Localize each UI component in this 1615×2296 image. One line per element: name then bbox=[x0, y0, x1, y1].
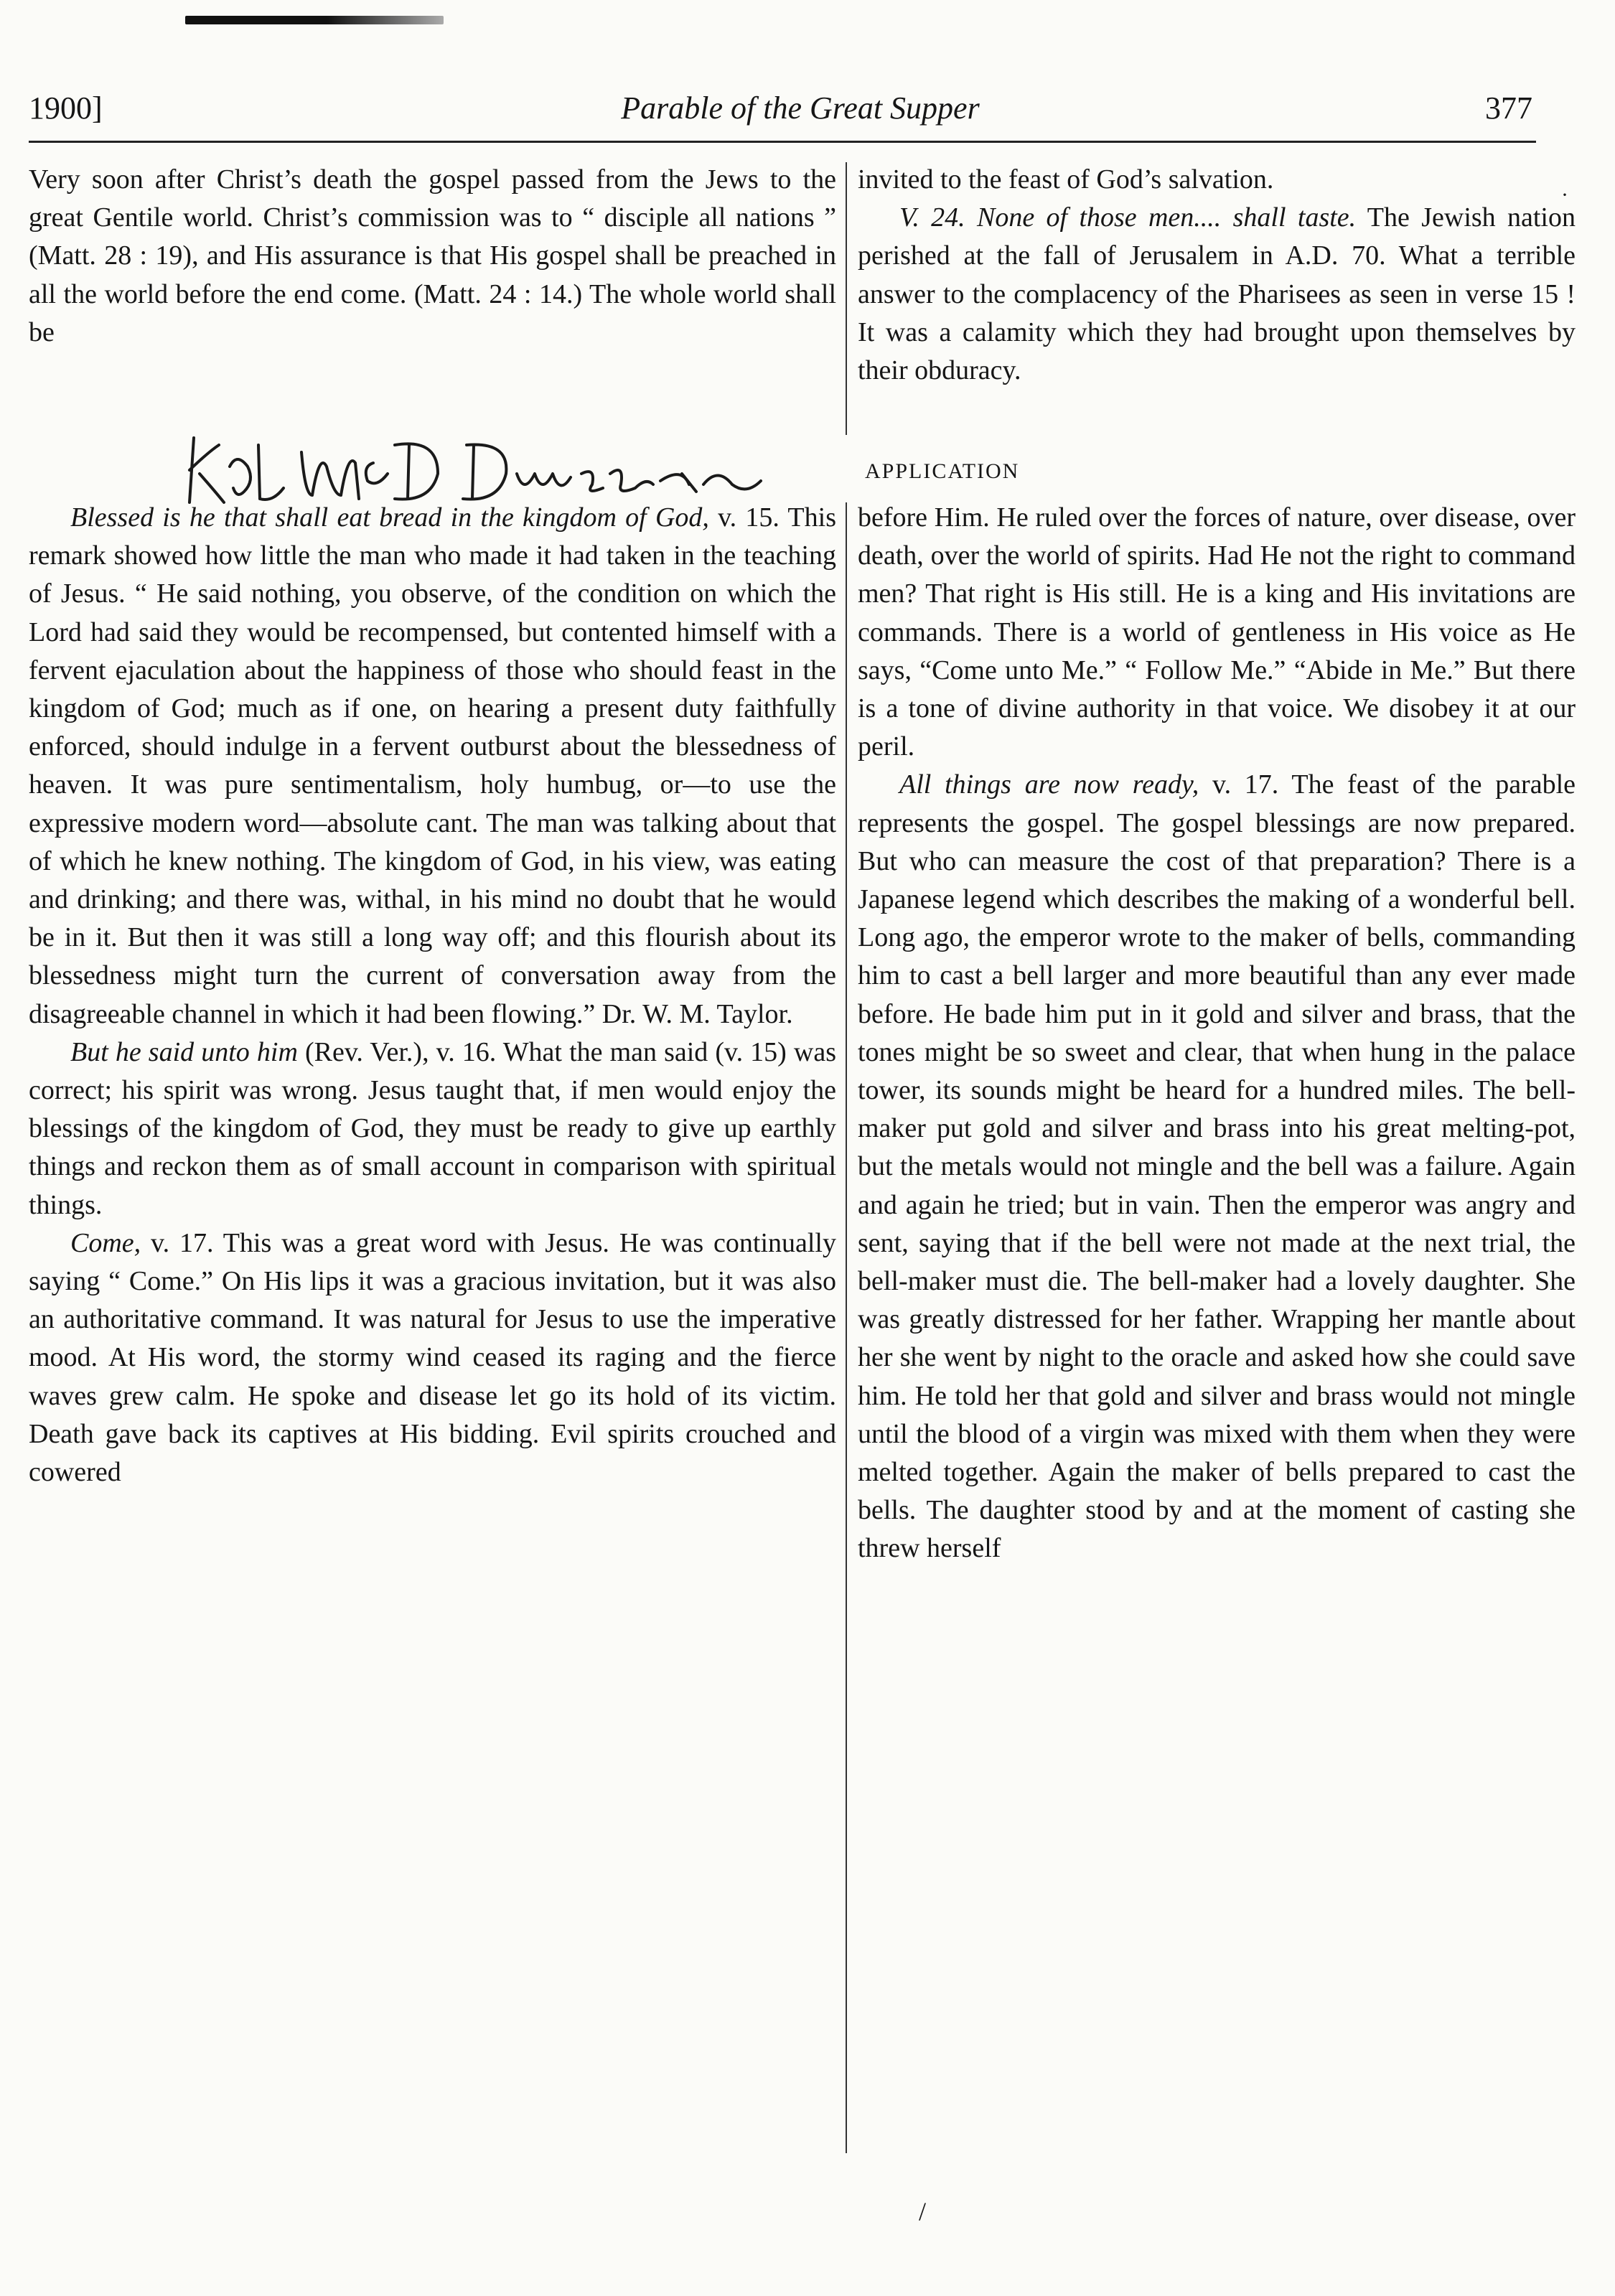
left-column-main bbox=[29, 499, 836, 1491]
column-divider bbox=[846, 502, 847, 2153]
paragraph bbox=[858, 766, 1576, 1568]
column-divider bbox=[846, 162, 847, 435]
top-ink-rule bbox=[185, 16, 444, 24]
stray-mark: / bbox=[919, 2197, 927, 2226]
header-year: 1900] bbox=[29, 90, 103, 126]
verse-heading: All things are now ready, bbox=[899, 769, 1199, 800]
right-column-top bbox=[858, 161, 1576, 390]
stray-mark: · bbox=[1561, 183, 1568, 207]
left-column-top bbox=[29, 161, 836, 352]
paragraph bbox=[858, 499, 1576, 766]
paragraph-text: (Rev. Ver.), v. 16. What the man said (v. 15) was correct; his spirit was wrong. Jesus taught that, if men would enjoy the blessings of the kingdom of God, they must be ready to give up earthly things and reckon them as of small account in comparison with spiritual things. bbox=[29, 1036, 836, 1220]
header-rule bbox=[29, 141, 1536, 143]
paragraph-text: v. 17. This was a great word with Jesus. He was continually saying “ Come.” On His lips it was a gracious invitation, but it was also an authoritative command. It was natural for Jesus to use the imperative mood. At His word, the stormy wind ceased its raging and the fierce waves grew calm. He spoke and disease let go its hold of its victim. Death gave back its captives at His bidding. Evil spirits crouched and cowered bbox=[29, 1227, 836, 1488]
paragraph: Very soon after Christ’s death the gospel passed from the Jews to the great Gentile world. Christ’s commission was to “ disciple all nations ” (Matt. 28 : 19), and His assurance is that His gospel shall be preached in all the world before the end come. (Matt. 24 : 14.) The whole world shall be bbox=[29, 164, 836, 347]
verse-heading: But he said unto him bbox=[70, 1036, 298, 1067]
paragraph-text: invited to the feast of God’s salvation. bbox=[858, 164, 1274, 195]
paragraph-text: v. 15. This remark showed how little the man who made it had taken in the teaching of Jesus. “ He said nothing, you observe, of the condition on which the Lord had said they would be recompensed, but contented himself with a fervent ejaculation about the happiness of those who should feast in the kingdom of God; much as if one, on hearing a present duty faithfully enforced, should indulge in a fervent outburst about the blessedness of heaven. It was pure sentimentalism, holy humbug, or—to use the expressive modern word—absolute cant. The man was talking about that of which he knew nothing. The kingdom of God, in his view, was eating and drinking; and there was, withal, in his mind no doubt that he would be in it. But then it was still a long way off; and this flourish about its blessedness might turn the current of conversation away from the disagreeable channel in which it had been flowing.” Dr. W. M. Taylor. bbox=[29, 502, 836, 1029]
handwritten-signature-icon bbox=[179, 423, 940, 510]
paragraph-text: before Him. He ruled over the forces of nature, over disease, over death, over the world of spirits. Had He not the right to command men? That right is His still. He is a king and His invitations are commands. There is a world of gentleness in His voice as He says, “Come unto Me.” “ Follow Me.” “Abide in Me.” But there is a tone of divine authority in that voice. We disobey it at our peril. bbox=[858, 502, 1576, 762]
paragraph-text: v. 17. The feast of the parable represents the gospel. The gospel blessings are now prepared. But who can measure the cost of that preparation? There is a Japanese legend which describes the making of a wonderful bell. Long ago, the emperor wrote to the maker of bells, commanding him to cast a bell larger and more beautiful than any ever made before. He bade him put in it gold and silver and brass, that the tones might be so sweet and clear, that when hung in the palace tower, its sounds might be heard for a hundred miles. The bell-maker put gold and silver and brass into his great melting-pot, but the metals would not mingle and the bell was a failure. Again and again he tried; but in vain. Then the emperor was angry and sent, saying that if the bell were not made at the next trial, the bell-maker must die. The bell-maker had a lovely daughter. She was greatly distressed for her father. Wrapping her mantle about her she went by night to the oracle and asked how she could save him. He told her that gold and silver and brass would not mingle until the blood of a virgin was mixed with them when they were melted together. Again the maker of bells prepared to cast the bells. The daughter stood by and at the moment of casting she threw herself bbox=[858, 769, 1576, 1564]
running-title: Parable of the Great Supper bbox=[621, 90, 980, 126]
paragraph bbox=[29, 1224, 836, 1491]
paragraph bbox=[858, 199, 1576, 390]
section-heading: APPLICATION bbox=[865, 459, 1020, 483]
right-column-main bbox=[858, 499, 1576, 1568]
page-number: 377 bbox=[1485, 90, 1532, 126]
paragraph-text: The Jewish nation perished at the fall of Jerusalem in A.D. 70. What a terrible answer to the complacency of the Pharisees as seen in verse 15 ! It was a calamity which they had brought upon themselves by their obduracy. bbox=[858, 202, 1576, 386]
paragraph bbox=[29, 1034, 836, 1224]
paragraph bbox=[29, 499, 836, 1034]
running-header bbox=[29, 90, 1572, 137]
paragraph bbox=[858, 161, 1576, 199]
verse-heading: Blessed is he that shall eat bread in the kingdom of God, bbox=[70, 502, 709, 533]
verse-heading: V. 24. None of those men.... shall taste. bbox=[899, 202, 1357, 233]
verse-heading: Come, bbox=[70, 1227, 141, 1258]
